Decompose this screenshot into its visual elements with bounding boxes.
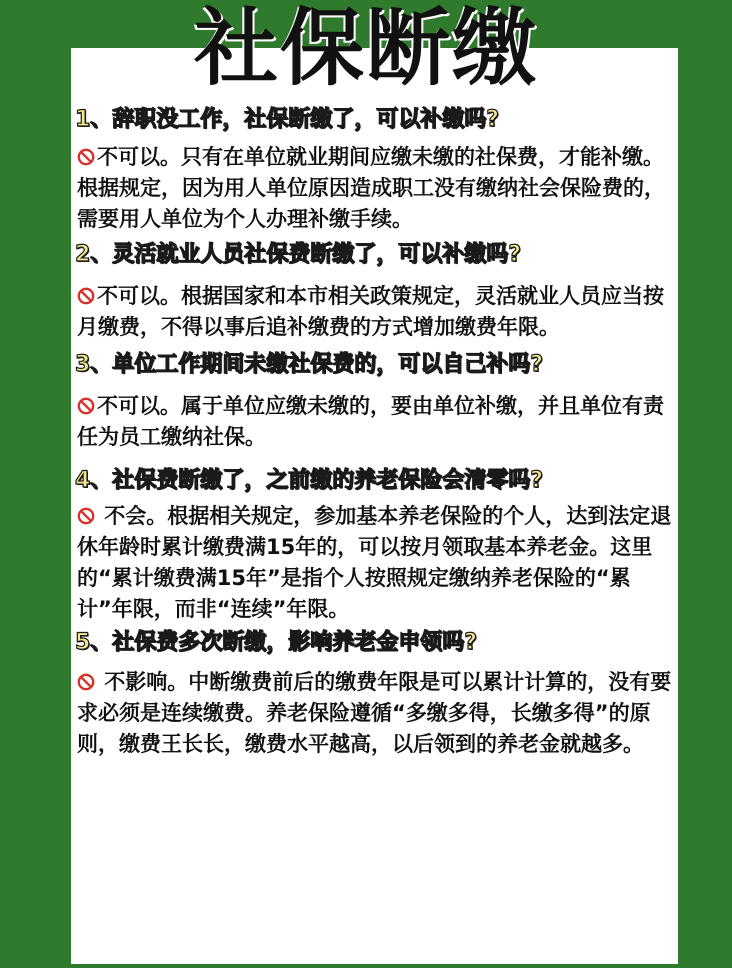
qa-item-4 xyxy=(75,465,680,625)
question-5: 5、社保费多次断缴，影响养老金申领吗? xyxy=(75,630,478,655)
question-2: 2、灵活就业人员社保费断缴了，可以补缴吗? xyxy=(75,242,522,267)
answer-2-block xyxy=(77,281,672,343)
question-1: 1、辞职没工作，社保断缴了，可以补缴吗? xyxy=(75,107,500,132)
qa-item-2 xyxy=(75,239,680,343)
prohibited-icon xyxy=(77,148,95,166)
question-3: 3、单位工作期间未缴社保费的，可以自己补吗? xyxy=(75,352,544,377)
prohibited-icon xyxy=(77,673,95,691)
prohibited-icon xyxy=(77,397,95,415)
answer-3-block xyxy=(77,391,672,453)
answer-1-block xyxy=(77,142,672,235)
answer-5-block xyxy=(77,667,672,760)
answer-3: 不可以。属于单位应缴未缴的，要由单位补缴，并且单位有责任为员工缴纳社保。 xyxy=(77,394,664,449)
prohibited-icon xyxy=(77,507,95,525)
qa-item-5 xyxy=(75,627,680,760)
answer-4-block xyxy=(77,501,672,625)
answer-5: 不影响。中断缴费前后的缴费年限是可以累计计算的，没有要求必须是连续缴费。养老保险遵循“多缴多得，长缴多得”的原则，缴费王长长，缴费水平越高，以后领到的养老金就越多。 xyxy=(77,670,672,756)
answer-2: 不可以。根据国家和本市相关政策规定，灵活就业人员应当按月缴费，不得以事后追补缴费的方式增加缴费年限。 xyxy=(77,284,664,339)
page-title: 社保断缴 xyxy=(193,0,538,97)
prohibited-icon xyxy=(77,287,95,305)
qa-list xyxy=(75,104,680,760)
answer-1: 不可以。只有在单位就业期间应缴未缴的社保费，才能补缴。根据规定，因为用人单位原因造成职工没有缴纳社会保险费的，需要用人单位为个人办理补缴手续。 xyxy=(77,145,665,231)
qa-item-3 xyxy=(75,349,680,453)
qa-item-1 xyxy=(75,104,680,235)
question-4: 4、社保费断缴了，之前缴的养老保险会清零吗? xyxy=(75,468,544,493)
answer-4: 不会。根据相关规定，参加基本养老保险的个人，达到法定退休年龄时累计缴费满15年的，可以按月领取基本养老金。这里的“累计缴费满15年”是指个人按照规定缴纳养老保险的“累计”年限，而非“连续”年限。 xyxy=(77,504,672,621)
